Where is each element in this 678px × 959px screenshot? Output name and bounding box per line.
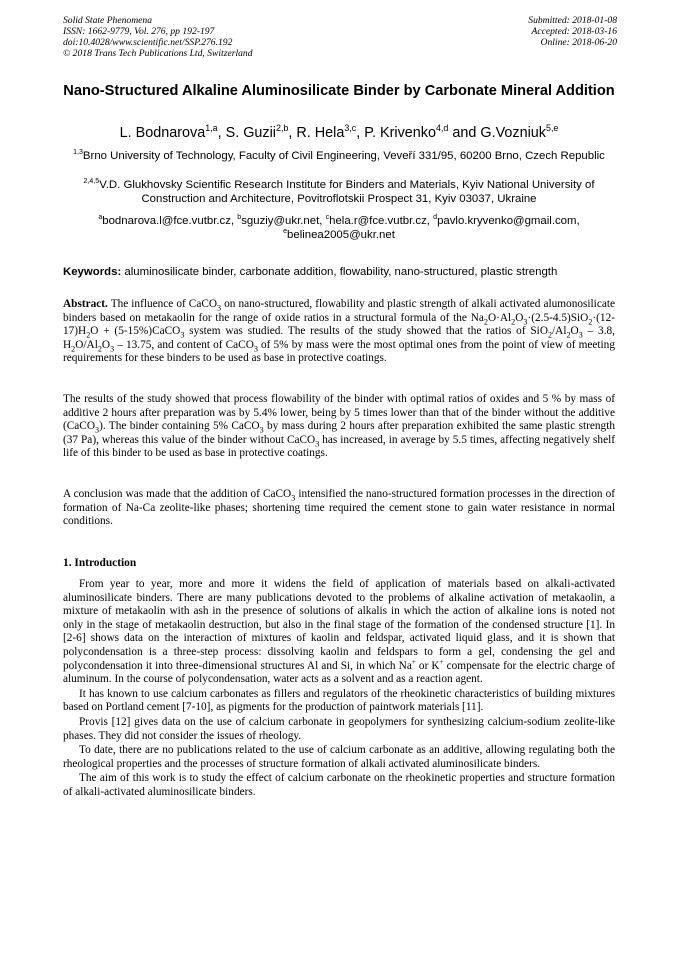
journal-copyright: © 2018 Trans Tech Publications Ltd, Switzerland <box>63 48 253 59</box>
intro-paragraph-1: From year to year, more and more it widens the field of application of materials based on alkali-activated aluminosilicate binders. There are many publications devoted to the problems of alkaline activation of metakaolin, a mixture of metakaolin with ash in the presence of solutions of alkalis in which the action of alkaline ions is noted not only in the stage of metakaolin destruction, but also in the final stage of the formation of the condensed structure [1]. In [2-6] shows data on the interaction of mixtures of kaolin and feldspar, activated liquid glass, and it is shown that polycondensation is a three-step process: dissolving kaolin and feldspars to form a gel, condensing the gel and polycondensation it into three-dimensional structures Al and Si, in which Na+ or K+ compensate for the electric charge of aluminum. In the course of polycondensation, water acts as a solvent and as a reaction agent. <box>63 578 616 686</box>
date-online: Online: 2018-06-20 <box>540 37 617 48</box>
author-name: G.Vozniuk <box>480 125 546 141</box>
abstract-paragraph-1: Abstract. The influence of CaCO$_3$ on nano-structured, flowability and plastic strength of alkali activated alumonosilicate binders based on metakaolin for the range of oxide ratios in a structural formula of the $Na_2O\cdot Al_2O_3\cdot(2.5-4.5)SiO_2\cdot(12-17)H_2O$ + (5-15%)CaCO$_3$ system was studied. The results of the study showed that the ratios of $SiO_2/Al_2O_3 - 3.8$, $H_2O/Al_2O_3 - 13.75$, and content of CaCO$_3$ of 5% by mass were the most optimal ones from the point of view of meeting requirements for these binders to be used as base in protective coatings. <box>63 298 615 365</box>
email-address: belinea2005@ukr.net <box>287 229 395 242</box>
author-name: L. Bodnarova <box>119 125 206 141</box>
author-name: R. Hela <box>296 125 345 141</box>
intro-paragraph-2: It has known to use calcium carbonates as fillers and regulators of the rheokinetic characteristics of building mixtures based on Portland cement [7-10], as pigments for the production of paintwork materials [11]. <box>63 687 615 714</box>
abstract-label: Abstract. <box>63 298 108 310</box>
keywords-label: Keywords: <box>63 266 122 278</box>
author-name: S. Guzii <box>225 125 276 141</box>
publication-dates <box>528 15 617 48</box>
date-submitted: Submitted: 2018-01-08 <box>528 15 617 26</box>
author-marker: 2,b <box>275 123 289 134</box>
intro-paragraph-4: To date, there are no publications related to the use of calcium carbonate as an additive, allowing regulating both the rheological properties and the processes of structure formation of alkali activated aluminosilicate binders. <box>63 744 615 770</box>
author-list: L. Bodnarova$^{1,a}$, S. Guzii$^{2,b}$, R. Hela$^{3,c}$, P. Krivenko$^{4,d}$ and G.Vozniuk$^{5,e}$ <box>119 123 559 141</box>
intro-paragraph-3: Provis [12] gives data on the use of calcium carbonate in geopolymers for synthesizing calcium-sodium zeolite-like phases. They did not consider the issues of rheology. <box>63 715 615 742</box>
paper-title: Nano-Structured Alkaline Aluminosilicate Binder by Carbonate Mineral Addition <box>63 83 615 99</box>
author-marker: 4,d <box>436 123 449 134</box>
section-heading-introduction: 1. Introduction <box>63 557 137 569</box>
abstract-paragraph-3: A conclusion was made that the addition of CaCO$_3$ intensified the nano-structured formation processes in the direction of formation of Na-Ca zeolite-like phases; shortening time required the cement stone to gain water resistance in normal conditions. <box>63 488 615 528</box>
intro-paragraph-5: The aim of this work is to study the effect of calcium carbonate on the rheokinetic properties and structure formation of alkali-activated aluminosilicate binders. <box>63 772 615 798</box>
journal-issn: ISSN: 1662-9779, Vol. 276, pp 192-197 <box>63 26 215 37</box>
author-name: P. Krivenko <box>364 125 436 141</box>
date-accepted: Accepted: 2018-03-16 <box>531 26 617 37</box>
introduction-body <box>63 578 615 801</box>
author-marker: 1,a <box>205 123 218 134</box>
author-marker: 5,e <box>546 123 559 134</box>
abstract-paragraph-2: The results of the study showed that process flowability of the binder with optimal ratios of oxides and 5 % by mass of additive 2 hours after preparation was by 5.4% lower, being by 5 times lower than that of the binder without the additive (CaCO$_3$). The binder containing 5% CaCO$_3$ by mass during 2 hours after preparation exhibited the same plastic strength (37 Pa), whereas this value of the binder without CaCO$_3$ has increased, in average by 5.5 times, affecting negatively shelf life of this binder to be used as base in protective coatings. <box>63 393 615 460</box>
email-address: hela.r@fce.vutbr.cz <box>329 215 427 227</box>
journal-info <box>63 15 253 59</box>
journal-doi: doi:10.4028/www.scientific.net/SSP.276.192 <box>63 37 233 48</box>
email-list: $^a$bodnarova.l@fce.vutbr.cz, $^b$sguziy@ukr.net, $^c$hela.r@fce.vutbr.cz, $^d$pavlo.kryvenko@gmail.com, $^e$belinea2005@ukr.net <box>98 214 580 242</box>
affiliation-1: $^{1,3}$Brno University of Technology, Faculty of Civil Engineering, Veveří 331/95, 60200 Brno, Czech Republic <box>73 149 605 162</box>
keywords-text: aluminosilicate binder, carbonate addition, flowability, nano-structured, plastic strength <box>124 266 558 278</box>
journal-name: Solid State Phenomena <box>63 15 152 26</box>
affiliation-2: $^{2,4,5}$V.D. Glukhovsky Scientific Research Institute for Binders and Materials, Kyiv National University of Construction and Architecture, Povitroflotskii Prospect 31, Kyiv 03037, Ukraine <box>83 178 595 206</box>
email-address: sguziy@ukr.net <box>241 215 320 227</box>
author-marker: 3,c <box>344 123 357 134</box>
keywords <box>63 265 619 279</box>
email-address: pavlo.kryvenko@gmail.com <box>437 215 577 227</box>
email-address: bodnarova.l@fce.vutbr.cz <box>102 215 231 227</box>
